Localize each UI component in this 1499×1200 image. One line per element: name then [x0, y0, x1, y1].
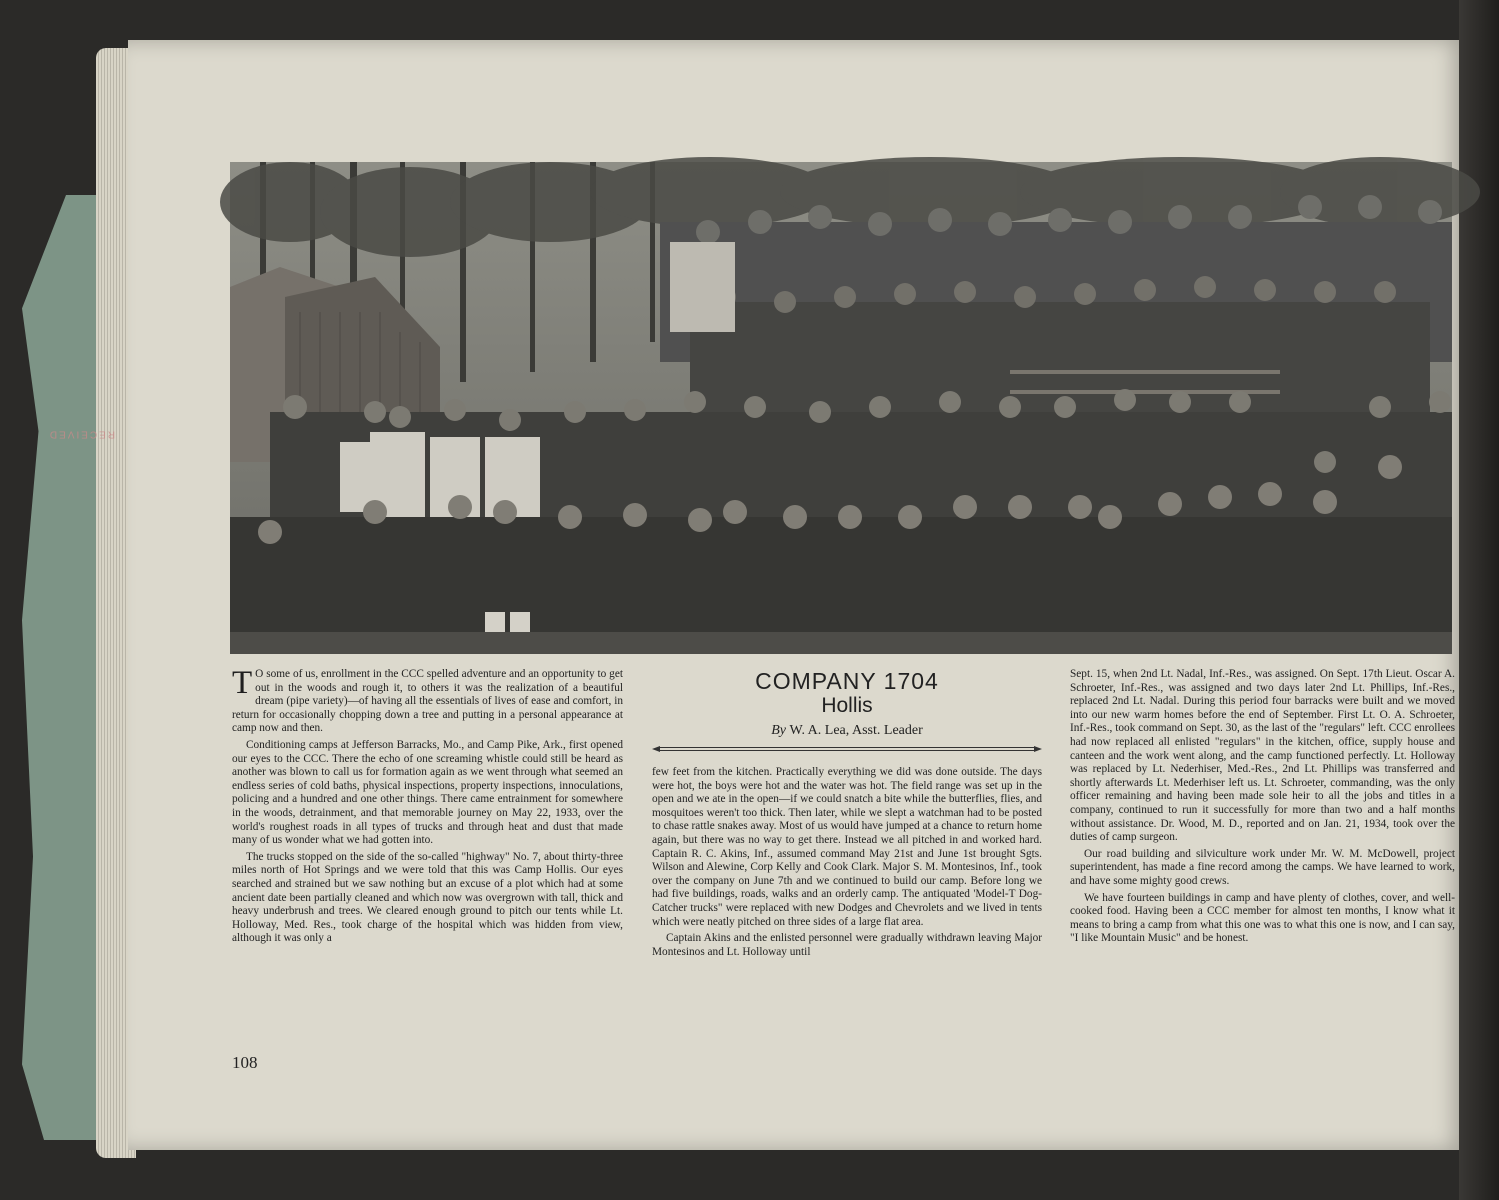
byline	[652, 723, 1042, 739]
drop-cap: T	[232, 665, 253, 701]
paragraph: We have fourteen buildings in camp and have plenty of clothes, cover, and well-cooked food. Having been a CCC member for almost ten months, I know what it means to bring a camp from what this one was to what this one is now, and I can say, "I like Mountain Music" and be honest.	[1070, 891, 1455, 945]
article-heading	[652, 668, 1042, 739]
location-title: Hollis	[821, 694, 873, 717]
byline-prefix: By	[771, 723, 787, 738]
group-photo-illustration	[230, 162, 1452, 654]
group-photo	[230, 162, 1452, 654]
company-title: COMPANY 1704	[755, 668, 939, 694]
svg-text:RECEIVED: RECEIVED	[47, 428, 115, 440]
page-number: 108	[232, 1053, 258, 1072]
paragraph: Our road building and silviculture work under Mr. W. M. McDowell, project superintendent, has made a fine record among the camps. We have learned to work, and have some mighty good crews.	[1070, 847, 1455, 887]
paragraph: few feet from the kitchen. Practically everything we did was done outside. The days were hot, the boys were hot and the water was hot. The field range was set up in the open and we ate in the open—if we could snatch a bite while the butterflies, flies, and mosquitoes weren't too thick. Then later, while we slept a watchman had to be posted to chase rattle snakes away. Most of us would have jumped at a chance to return home again, but there was no way to get there. Instead we all pitched in and worked hard. Captain R. C. Akins, Inf., assumed command May 21st and June 1st brought Sgts. Wilson and Alewine, Corp Kelly and Cook Clark. Major S. M. Montesinos, Inf., took over the company on June 7th and we continued to build our camp. Before long we had five buildings, roads, walks and an orderly camp. The antiquated 'Model-T Dog-Catcher trucks" were replaced with new Dodges and Chevrolets and we lived in tents which were neatly pitched on three sides of a large flat area.	[652, 766, 1042, 928]
article-column-2	[652, 766, 1042, 962]
paragraph: T O some of us, enrollment in the CCC spelled adventure and an opportunity to get out in the woods and rough it, to others it was the realization of a beautiful dream (pipe variety)—of having all the essentials of lives of ease and comfort, in return for occasionally chopping down a tree and putting in a personal appearance at camp now and then.	[232, 665, 623, 735]
ornamental-rule	[652, 745, 1042, 753]
paragraph: Captain Akins and the enlisted personnel were gradually withdrawn leaving Major Montesinos and Lt. Holloway until	[652, 932, 1042, 958]
paragraph: Sept. 15, when 2nd Lt. Nadal, Inf.-Res., was assigned. On Sept. 17th Lieut. Oscar A. Schroeter, Inf.-Res., was assigned and two days later 2nd Lt. Phillips, Inf.-Res., replaced 2nd Lt. Nadal. During this period four barracks were built and we moved into our new warm homes before the end of September. First Lt. O. A. Schroeter, Inf.-Res., took command on Sept. 30, as the last of the "regulars" left. CCC enrollees had now replaced all enlisted "regulars" in the kitchen, office, supply house and canteen and the work went along, and the camp functioned perfectly. Lt. Holloway was replaced by Lt. Nederhiser, Med.-Res., 2nd Lt. Phillips was transferred and shortly afterwards Lt. Mederhiser left us. Lt. Schroeter, commanding, was the only officer remaining and having been made sole heir to all the jobs and titles in a company, continued to run it successfully for more than two and a half months without assistance. Dr. Wood, M. D., reported and on Jan. 21, 1934, took over the duties of camp surgeon.	[1070, 668, 1455, 844]
article-column-1	[232, 665, 623, 949]
paragraph: The trucks stopped on the side of the so-called "highway" No. 7, about thirty-three miles north of Hot Springs and we were told that this was Camp Hollis. Our eyes searched and strained but we saw nothing but an excuse of a plot which had at some ancient date been partially cleaned and which now was overgrown with tall, thick and heavy underbrush and trees. We cleared enough ground to pitch our tents while Lt. Holloway, Med. Res., took charge of the hospital which was hidden from view, although it was only a	[232, 850, 623, 945]
library-stamp	[47, 428, 120, 530]
paragraph: Conditioning camps at Jefferson Barracks, Mo., and Camp Pike, Ark., first opened our eyes to the CCC. There the echo of one screaming whistle could still be heard as another was blown to call us for formation again as we went through what seemed an endless series of cold baths, physical inspections, property inspections, innoculations, policing and a hundred and one other things. There came entrainment for somewhere in the woods, detrainment, and that memorable journey on May 22, 1933, over the world's roughest roads in all types of trucks and through heat and dust that made many of us wonder what we had gotten into.	[232, 738, 623, 847]
byline-author: W. A. Lea, Asst. Leader	[789, 723, 923, 738]
article-column-3	[1070, 668, 1455, 949]
